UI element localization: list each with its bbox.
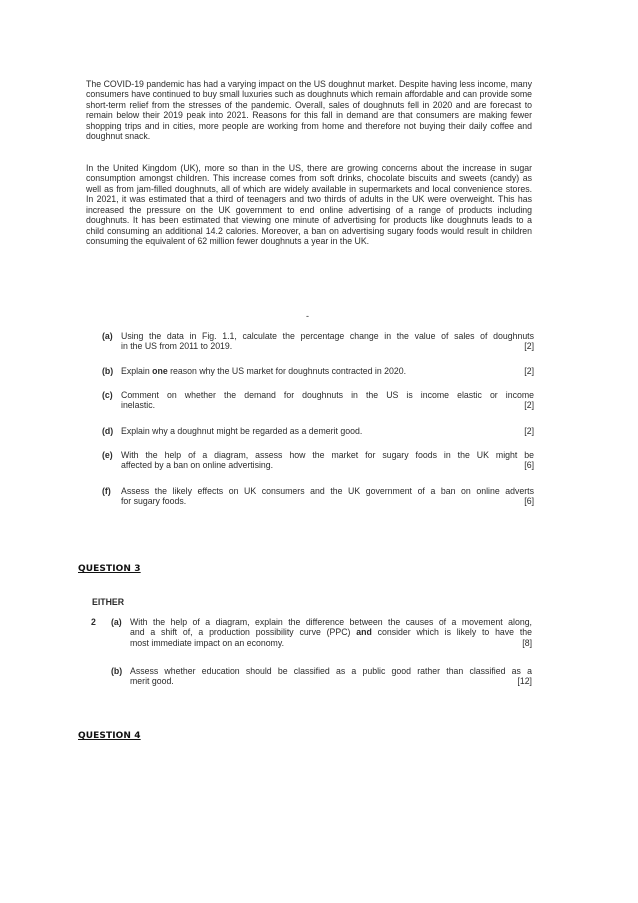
- question-3-a-letter: (a): [111, 617, 122, 627]
- question-3-b-line-2-wrap: [130, 676, 532, 686]
- question-3-a: [111, 617, 532, 648]
- question-4-heading: QUESTION 4: [78, 731, 141, 741]
- question-3-a-line-2: [130, 627, 532, 637]
- question-a-line-1: Using the data in Fig. 1.1, calculate the percentage change in the value of sales of doughnuts: [121, 331, 534, 341]
- question-3-b-line-1: Assess whether education should be classified as a public good rather than classified as a: [130, 666, 532, 676]
- question-a: [102, 331, 534, 352]
- question-3-b-marks: [12]: [517, 676, 532, 687]
- question-f-line-1: Assess the likely effects on UK consumers and the UK government of a ban on online adverts: [121, 486, 534, 496]
- question-e-line-2: affected by a ban on online advertising.: [121, 460, 274, 471]
- question-b-text-pre: Explain: [121, 366, 153, 376]
- question-f-line-2: for sugary foods.: [121, 496, 187, 507]
- question-e-line-1: With the help of a diagram, assess how the market for sugary foods in the UK might be: [121, 450, 534, 460]
- question-b-letter: (b): [102, 366, 114, 376]
- question-e-letter: (e): [102, 450, 113, 460]
- question-a-marks: [2]: [524, 341, 534, 352]
- question-b: [102, 366, 534, 376]
- question-d-letter: (d): [102, 426, 114, 436]
- question-e-line-2-wrap: [121, 460, 534, 470]
- question-3-heading: QUESTION 3: [78, 564, 141, 574]
- question-b-marks: [2]: [524, 366, 534, 376]
- question-3-a-line-1: With the help of a diagram, explain the difference between the causes of a movement along,: [130, 617, 532, 627]
- question-d-row: [121, 426, 534, 436]
- question-f-line-2-wrap: [121, 496, 534, 506]
- question-c-marks: [2]: [524, 400, 534, 411]
- question-a-letter: (a): [102, 331, 113, 341]
- question-3-b-letter: (b): [111, 666, 123, 676]
- question-e-marks: [6]: [524, 460, 534, 471]
- question-d-text: Explain why a doughnut might be regarded as a demerit good.: [121, 426, 363, 436]
- question-b-text-bold: one: [152, 366, 168, 376]
- question-b-text-post: reason why the US market for doughnuts contracted in 2020.: [167, 366, 407, 376]
- question-f-letter: (f): [102, 486, 111, 496]
- question-d-marks: [2]: [524, 426, 534, 436]
- question-c: [102, 390, 534, 411]
- question-c-letter: (c): [102, 390, 113, 400]
- case-study-paragraph-1: The COVID-19 pandemic has had a varying impact on the US doughnut market. Despite having less income, many consumers have continued to buy small luxuries such as doughnuts which remain affordable and can provide some short-term relief from the stresses of the pandemic. Overall, sales of doughnuts fell in 2020 and are forecast to remain below their 2019 peak into 2021. Reasons for this fall in demand are that consumers are making fewer shopping trips and in cities, more people are working from home and therefore not buying their daily coffee and doughnut snack.: [86, 79, 532, 142]
- question-3-a-marks: [8]: [522, 637, 532, 648]
- question-b-row: [121, 366, 534, 376]
- question-3-a-line-3-wrap: [130, 638, 532, 648]
- either-label: EITHER: [92, 597, 125, 607]
- question-c-line-2: inelastic.: [121, 400, 156, 411]
- stray-mark: -: [306, 311, 309, 321]
- question-c-line-2-wrap: [121, 400, 534, 410]
- case-study-paragraph-2: In the United Kingdom (UK), more so than in the US, there are growing concerns about the increase in sugar consumption amongst children. This increase comes from soft drinks, chocolate biscuits and sweets (candy) as well as from jam-filled doughnuts, all of which are widely available in supermarkets and local convenience stores. In 2021, it was estimated that a third of teenagers and two thirds of adults in the UK were overweight. This has increased the pressure on the UK government to end online advertising of a range of products including doughnuts. It has been estimated that viewing one minute of advertising for products like doughnuts leads to a child consuming an additional 14.2 calories. Moreover, a ban on advertising sugary foods would result in children consuming the equivalent of 62 million fewer doughnuts a year in the UK.: [86, 163, 532, 247]
- question-f: [102, 486, 534, 507]
- question-3-a-line-2-pre: and a shift of, a production possibility curve (PPC): [130, 627, 357, 638]
- question-3-a-line-3: most immediate impact on an economy.: [130, 637, 285, 648]
- question-f-marks: [6]: [524, 496, 534, 507]
- question-3-b-line-2: merit good.: [130, 676, 174, 687]
- question-3-a-line-2-post: consider which is likely to have the: [371, 627, 532, 638]
- question-d: [102, 426, 534, 436]
- question-3-a-line-2-bold: and: [356, 627, 372, 638]
- question-c-line-1: Comment on whether the demand for doughnuts in the US is income elastic or income: [121, 390, 534, 400]
- question-a-line-2-wrap: [121, 341, 534, 351]
- question-3-b: [111, 666, 532, 687]
- question-number: 2: [91, 617, 96, 627]
- question-e: [102, 450, 534, 471]
- question-a-line-2: in the US from 2011 to 2019.: [121, 341, 233, 352]
